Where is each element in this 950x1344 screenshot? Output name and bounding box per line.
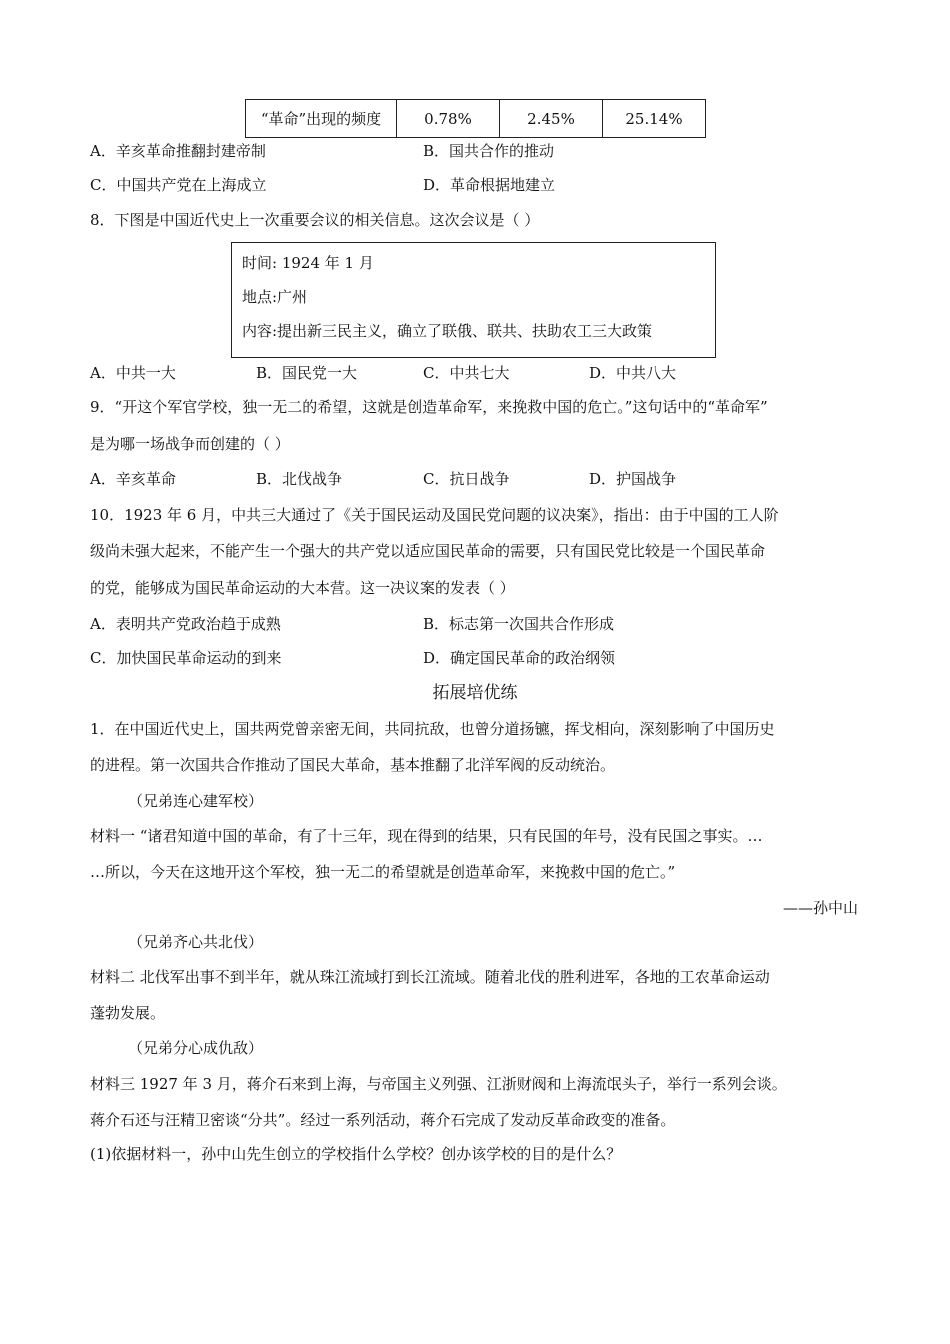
q8-option-c[interactable]: C．中共七大	[423, 364, 510, 382]
meeting-info-box	[231, 242, 716, 358]
material-1-attribution: ——孙中山	[782, 899, 858, 917]
q9-option-d[interactable]: D．护国战争	[589, 470, 677, 488]
table-cell: 2.45%	[500, 100, 603, 138]
q10-stem-line-2: 级尚未强大起来，不能产生一个强大的共产党以适应国民革命的需要，只有国民党比较是一个国民革命	[90, 542, 766, 560]
table-row-label: “革命”出现的频度	[246, 100, 397, 138]
q10-option-c[interactable]: C．加快国民革命运动的到来	[90, 649, 282, 667]
section-title: 拓展培优练	[432, 683, 518, 703]
q7-option-a[interactable]: A．辛亥革命推翻封建帝制	[90, 142, 266, 160]
material-1-line-1: 材料一 “诸君知道中国的革命，有了十三年，现在得到的结果，只有民国的年号，没有民国之事实。…	[90, 827, 763, 845]
material-heading-3: （兄弟分心成仇敌）	[128, 1039, 264, 1057]
material-3-line-1: 材料三 1927 年 3 月，蒋介石来到上海，与帝国主义列强、江浙财阀和上海流氓头子，举行一系列会谈。	[90, 1075, 787, 1093]
frequency-table	[245, 99, 706, 138]
q9-option-c[interactable]: C．抗日战争	[423, 470, 510, 488]
q10-stem-line-1: 10．1923 年 6 月，中共三大通过了《关于国民运动及国民党问题的议决案》，指出：由于中国的工人阶	[90, 506, 779, 524]
table-cell: 0.78%	[397, 100, 500, 138]
q8-stem: 8．下图是中国近代史上一次重要会议的相关信息。这次会议是（ ）	[90, 211, 540, 229]
q8-option-d[interactable]: D．中共八大	[589, 364, 677, 382]
q9-stem-line-1: 9．“开这个军官学校，独一无二的希望，这就是创造革命军，来挽救中国的危亡。”这句话中的“革命军”	[90, 398, 768, 416]
material-3-line-2: 蒋介石还与汪精卫密谈“分共”。经过一系列活动，蒋介石完成了发动反革命政变的准备。	[90, 1111, 676, 1129]
material-2-line-1: 材料二 北伐军出事不到半年，就从珠江流域打到长江流域。随着北伐的胜利进军，各地的工农革命运动	[90, 968, 770, 986]
ext1-question-1: (1)依据材料一，孙中山先生创立的学校指什么学校？创办该学校的目的是什么？	[90, 1145, 622, 1163]
q7-option-b[interactable]: B．国共合作的推动	[423, 142, 555, 160]
ext1-intro-line-1: 1．在中国近代史上，国共两党曾亲密无间，共同抗敌，也曾分道扬镳，挥戈相向，深刻影响了中国历史	[90, 720, 775, 738]
material-heading-1: （兄弟连心建军校）	[128, 792, 264, 810]
q10-option-a[interactable]: A．表明共产党政治趋于成熟	[90, 615, 281, 633]
q9-option-a[interactable]: A．辛亥革命	[90, 470, 176, 488]
table-cell: 25.14%	[603, 100, 706, 138]
meeting-place: 地点:广州	[242, 288, 308, 306]
q7-option-d[interactable]: D．革命根据地建立	[423, 176, 556, 194]
q7-option-c[interactable]: C．中国共产党在上海成立	[90, 176, 267, 194]
q9-option-b[interactable]: B．北伐战争	[256, 470, 343, 488]
material-1-line-2: …所以，今天在这地开这个军校，独一无二的希望就是创造革命军，来挽救中国的危亡。”	[90, 863, 676, 881]
material-2-line-2: 蓬勃发展。	[90, 1004, 166, 1022]
table-row	[246, 100, 706, 138]
meeting-content: 内容:提出新三民主义，确立了联俄、联共、扶助农工三大政策	[242, 322, 653, 340]
q10-option-b[interactable]: B．标志第一次国共合作形成	[423, 615, 615, 633]
q10-stem-line-3: 的党，能够成为国民革命运动的大本营。这一决议案的发表（ ）	[90, 579, 515, 597]
q10-option-d[interactable]: D．确定国民革命的政治纲领	[423, 649, 616, 667]
meeting-time: 时间: 1924 年 1 月	[242, 254, 374, 272]
q8-option-b[interactable]: B．国民党一大	[256, 364, 358, 382]
q8-option-a[interactable]: A．中共一大	[90, 364, 176, 382]
q9-stem-line-2: 是为哪一场战争而创建的（ ）	[90, 435, 290, 453]
ext1-intro-line-2: 的进程。第一次国共合作推动了国民大革命，基本推翻了北洋军阀的反动统治。	[90, 756, 616, 774]
material-heading-2: （兄弟齐心共北伐）	[128, 933, 264, 951]
